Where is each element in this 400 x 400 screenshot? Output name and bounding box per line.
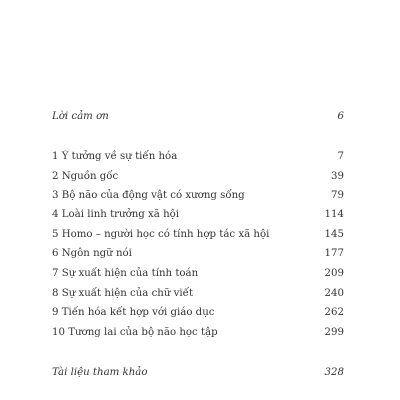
toc-entry-title: 2 Nguồn gốc [52, 171, 119, 182]
toc-entry-page-number: 114 [324, 209, 344, 220]
toc-entry-title: 7 Sự xuất hiện của tính toán [52, 268, 199, 279]
toc-entry-acknowledgements[interactable] [52, 110, 344, 124]
toc-entry-page-number: 299 [324, 327, 344, 338]
toc-entry-page-number: 240 [324, 288, 344, 299]
toc-entry-page-number: 79 [331, 190, 344, 201]
toc-entry-title: 6 Ngôn ngữ nói [52, 248, 132, 259]
toc-entry-title: 1 Ý tưởng về sự tiến hóa [52, 151, 178, 162]
toc-entry-title: 3 Bộ não của động vật có xương sống [52, 190, 245, 201]
toc-entry-chapter-3[interactable] [52, 189, 344, 203]
toc-entry-page-number: 6 [337, 111, 344, 122]
toc-entry-page-number: 262 [324, 307, 344, 318]
toc-entry-page-number: 177 [324, 248, 344, 259]
toc-entry-chapter-10[interactable] [52, 326, 344, 340]
toc-entry-title: 4 Loài linh trưởng xã hội [52, 209, 180, 220]
toc-entry-title: 5 Homo – người học có tính hợp tác xã hội [52, 229, 270, 240]
toc-entry-chapter-6[interactable] [52, 247, 344, 261]
toc-entry-chapter-4[interactable] [52, 208, 344, 222]
toc-entry-chapter-7[interactable] [52, 267, 344, 281]
toc-entry-title: 10 Tương lai của bộ não học tập [52, 327, 218, 338]
toc-entry-chapter-9[interactable] [52, 306, 344, 320]
toc-entry-page-number: 209 [324, 268, 344, 279]
toc-entry-title: 8 Sự xuất hiện của chữ viết [52, 288, 194, 299]
toc-entry-chapter-8[interactable] [52, 287, 344, 301]
toc-entry-title: 9 Tiến hóa kết hợp với giáo dục [52, 307, 215, 318]
toc-entry-chapter-1[interactable] [52, 150, 344, 164]
toc-entry-chapter-2[interactable] [52, 170, 344, 184]
toc-entry-references[interactable] [52, 366, 344, 380]
toc-entry-title: Tài liệu tham khảo [52, 367, 148, 378]
toc-entry-page-number: 145 [324, 229, 344, 240]
toc-entry-title: Lời cảm ơn [52, 111, 109, 122]
toc-entry-page-number: 39 [331, 171, 344, 182]
toc-entry-page-number: 7 [337, 151, 344, 162]
toc-entry-page-number: 328 [324, 367, 344, 378]
toc-entry-chapter-5[interactable] [52, 228, 344, 242]
